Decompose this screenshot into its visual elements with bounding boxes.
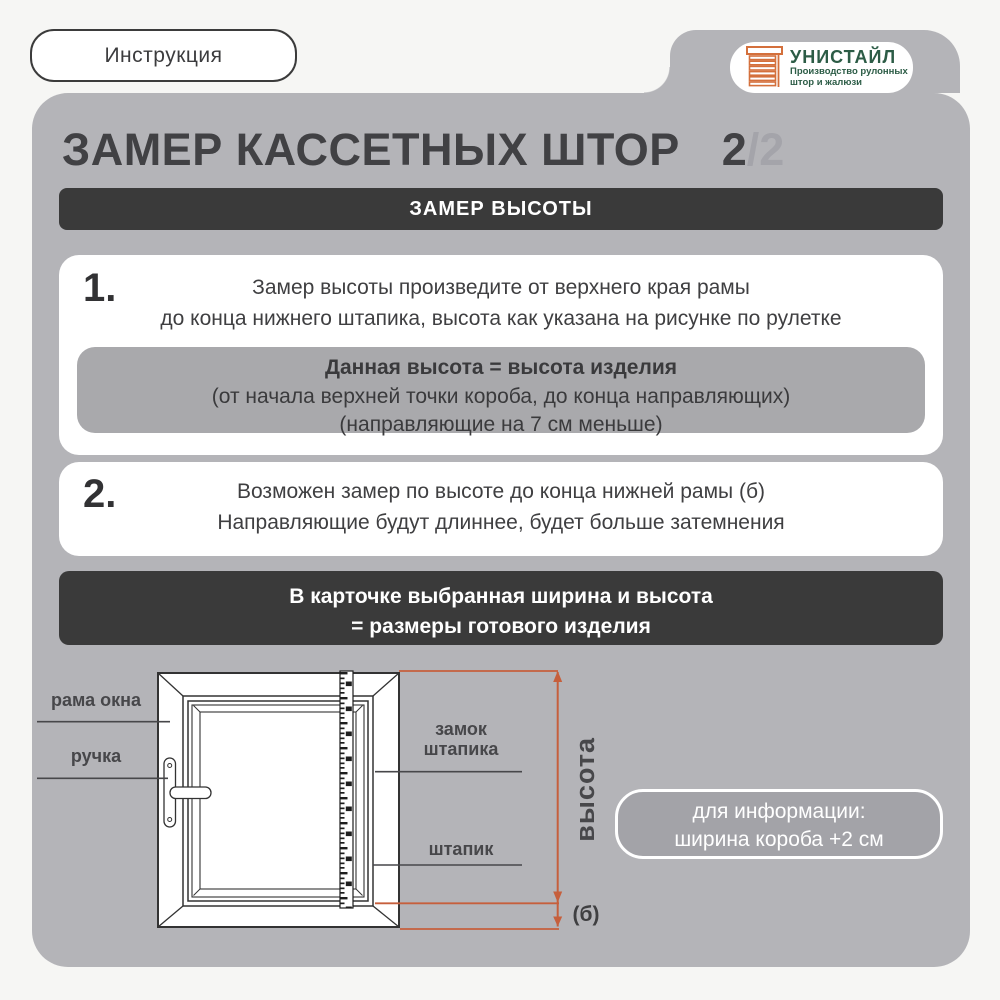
title-row bbox=[62, 124, 784, 176]
page-number bbox=[722, 124, 785, 176]
roller-blind-icon bbox=[746, 46, 783, 89]
page-number-total: 2 bbox=[759, 124, 785, 175]
step-1-text bbox=[59, 272, 943, 334]
label-window-frame: рама окна bbox=[51, 690, 141, 710]
step-1-note-line3: (направляющие на 7 см меньше) bbox=[339, 413, 663, 436]
step-1-text-line1: Замер высоты произведите от верхнего края рамы bbox=[252, 276, 750, 299]
label-handle: ручка bbox=[70, 746, 122, 766]
step-1-note-line2: (от начала верхней точки короба, до конца направляющих) bbox=[211, 384, 791, 408]
logo-subtitle-2: штор и жалюзи bbox=[790, 76, 863, 88]
label-height: высота bbox=[570, 737, 600, 842]
page-title: ЗАМЕР КАССЕТНЫХ ШТОР bbox=[62, 124, 680, 175]
step-2-text-line2: Направляющие будут длиннее, будет больше затемнения bbox=[217, 511, 785, 534]
step-2-text bbox=[59, 476, 943, 538]
step-1-note-line1: Данная высота = высота изделия bbox=[325, 356, 677, 379]
page-number-separator: / bbox=[746, 124, 760, 175]
logo-text bbox=[790, 48, 908, 87]
summary-bar-line2: = размеры готового изделия bbox=[351, 615, 651, 638]
logo-tab-flare bbox=[644, 67, 670, 93]
step-2-number: 2. bbox=[83, 472, 117, 516]
info-box-line2: ширина короба +2 см bbox=[674, 828, 884, 851]
section-bar-label: ЗАМЕР ВЫСОТЫ bbox=[409, 198, 593, 220]
summary-bar bbox=[59, 571, 943, 645]
label-b-mark: (б) bbox=[572, 903, 600, 926]
section-bar bbox=[59, 188, 943, 230]
label-bead-lock: замок штапика bbox=[423, 719, 499, 759]
logo-subtitle-1: Производство рулонных bbox=[790, 66, 908, 77]
info-box-line1: для информации: bbox=[692, 800, 866, 823]
instruction-badge-label: Инструкция bbox=[104, 43, 223, 67]
info-box bbox=[615, 789, 943, 859]
logo bbox=[730, 42, 913, 93]
step-1-text-line2: до конца нижнего штапика, высота как указана на рисунке по рулетке bbox=[160, 307, 842, 330]
step-1-number: 1. bbox=[83, 266, 117, 310]
summary-bar-line1: В карточке выбранная ширина и высота bbox=[289, 585, 713, 608]
page-number-current: 2 bbox=[721, 124, 747, 175]
step-1-note-box bbox=[77, 347, 925, 436]
instruction-badge bbox=[30, 29, 297, 82]
label-bead: штапик bbox=[428, 839, 494, 859]
logo-name: УНИСТАЙЛ bbox=[790, 47, 897, 67]
step-2-text-line1: Возможен замер по высоте до конца нижней рамы (б) bbox=[236, 480, 765, 503]
